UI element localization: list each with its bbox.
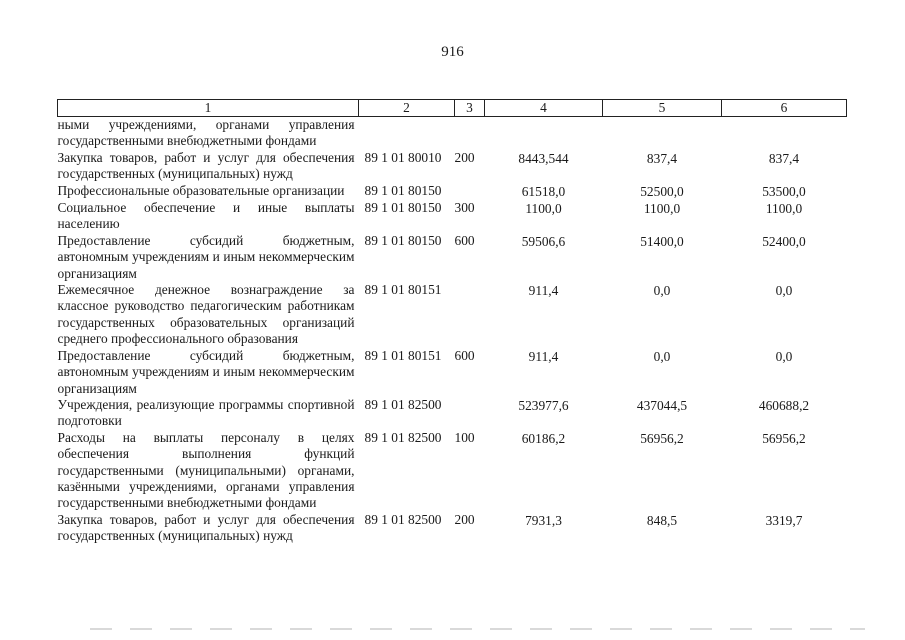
row-name: Социальное обеспечение и иные выплаты населению xyxy=(57,200,355,232)
row-value-5: 0,0 xyxy=(653,283,671,299)
row-expense-type: 300 xyxy=(454,200,475,216)
row-code: 89 1 01 80151 xyxy=(364,347,442,363)
row-value-5 xyxy=(603,117,722,150)
row-value-4: 61518,0 xyxy=(521,183,566,199)
row-value-6: 56956,2 xyxy=(762,430,806,446)
row-value-4: 59506,6 xyxy=(521,233,566,249)
header-col-5: 5 xyxy=(603,100,722,117)
row-value-4 xyxy=(485,117,603,150)
table-body xyxy=(58,117,847,545)
row-value-4: 7931,3 xyxy=(525,512,562,528)
header-col-1: 1 xyxy=(58,100,359,117)
row-value-5: 56956,2 xyxy=(640,430,684,446)
row-expense-type: 100 xyxy=(454,429,475,445)
row-value-4: 1100,0 xyxy=(525,201,562,217)
table-row xyxy=(58,150,847,183)
row-value-4: 911,4 xyxy=(528,348,559,364)
row-name: Закупка товаров, работ и услуг для обеспечения государственных (муниципальных) нужд xyxy=(57,511,355,544)
row-name: Предоставление субсидий бюджетным, автономным учреждениям и иным некоммерческим организациям xyxy=(57,347,355,396)
row-value-5: 1100,0 xyxy=(643,201,681,217)
page-number: 916 xyxy=(441,44,464,60)
row-value-5: 51400,0 xyxy=(640,233,684,249)
table-row xyxy=(58,512,847,545)
row-expense-type xyxy=(455,282,485,348)
row-name: Учреждения, реализующие программы спортивной подготовки xyxy=(57,396,355,429)
budget-table xyxy=(57,99,847,545)
row-value-6 xyxy=(722,117,847,150)
table-row xyxy=(58,348,847,397)
row-code: 89 1 01 82500 xyxy=(364,511,442,527)
row-expense-type xyxy=(455,183,485,200)
row-expense-type: 600 xyxy=(454,347,475,363)
row-value-6: 837,4 xyxy=(768,150,800,166)
row-value-6: 3319,7 xyxy=(765,512,803,528)
row-expense-type xyxy=(455,397,485,430)
table-row xyxy=(58,282,847,348)
row-value-5: 437044,5 xyxy=(636,397,688,413)
row-value-5: 0,0 xyxy=(653,348,671,364)
row-value-4: 8443,544 xyxy=(518,150,569,166)
row-expense-type xyxy=(455,117,485,150)
row-value-5: 848,5 xyxy=(646,512,678,528)
table-header-row xyxy=(58,100,847,117)
row-name: Предоставление субсидий бюджетным, автономным учреждениям и иным некоммерческим организациям xyxy=(57,232,355,281)
row-name: Расходы на выплаты персоналу в целях обеспечения выполнения функций государственными (муниципальными) органами, казёнными учреждениями, органами управления государственными внебюджетными фондами xyxy=(57,429,355,511)
header-col-3: 3 xyxy=(455,100,485,117)
row-expense-type: 200 xyxy=(454,149,475,165)
scan-edge-artifact xyxy=(90,628,865,630)
row-expense-type: 600 xyxy=(454,232,475,248)
row-value-6: 460688,2 xyxy=(758,397,810,413)
table-row xyxy=(58,397,847,430)
row-name: ными учреждениями, органами управления государственными внебюджетными фондами xyxy=(57,117,355,149)
row-value-6: 0,0 xyxy=(775,283,793,299)
row-code: 89 1 01 80150 xyxy=(364,182,442,198)
row-code xyxy=(359,117,455,150)
row-code: 89 1 01 80150 xyxy=(364,232,442,248)
row-code: 89 1 01 80151 xyxy=(364,282,442,298)
row-name: Профессиональные образовательные организации xyxy=(57,182,345,198)
header-col-4: 4 xyxy=(485,100,603,117)
row-code: 89 1 01 82500 xyxy=(364,429,442,445)
table-row xyxy=(58,233,847,282)
header-col-6: 6 xyxy=(722,100,847,117)
row-name: Закупка товаров, работ и услуг для обеспечения государственных (муниципальных) нужд xyxy=(57,149,355,182)
header-col-2: 2 xyxy=(359,100,455,117)
row-value-6: 52400,0 xyxy=(762,233,806,249)
row-name: Ежемесячное денежное вознаграждение за классное руководство педагогическим работникам государственных образовательных организаций среднего профессионального образования xyxy=(57,282,355,347)
table-row xyxy=(58,183,847,200)
table-row xyxy=(58,200,847,233)
table-row xyxy=(58,117,847,150)
row-value-5: 52500,0 xyxy=(640,183,684,199)
row-value-4: 60186,2 xyxy=(521,430,566,446)
row-code: 89 1 01 80150 xyxy=(364,200,442,216)
row-value-4: 523977,6 xyxy=(518,397,569,413)
table-row xyxy=(58,430,847,512)
row-code: 89 1 01 80010 xyxy=(364,149,442,165)
row-value-6: 1100,0 xyxy=(765,201,803,217)
row-value-5: 837,4 xyxy=(646,150,678,166)
row-value-6: 0,0 xyxy=(775,348,793,364)
row-value-4: 911,4 xyxy=(528,283,559,299)
row-expense-type: 200 xyxy=(454,511,475,527)
row-value-6: 53500,0 xyxy=(762,183,806,199)
row-code: 89 1 01 82500 xyxy=(364,396,442,412)
